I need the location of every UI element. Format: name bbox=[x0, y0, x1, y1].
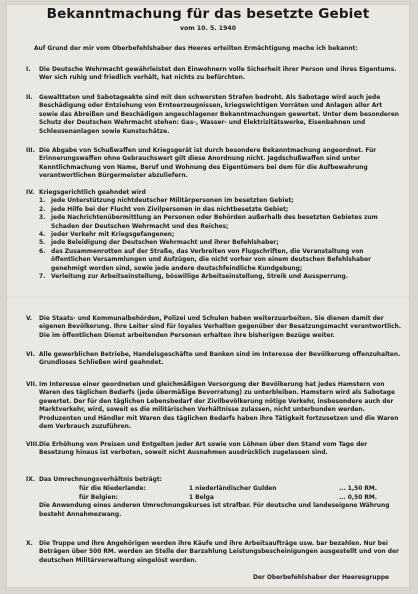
rate-currency: 1 niederländischer Gulden bbox=[189, 486, 277, 493]
section-5 bbox=[26, 315, 403, 340]
section-text: Die Deutsche Wehrmacht gewährleistet den Einwohnern volle Sicherheit ihrer Person und ihres Eigentums. Wer sich ruhig und friedlich verhält, hat nichts zu befürchten. bbox=[39, 67, 397, 82]
poster-title: Bekanntmachung für das besetzte Gebiet bbox=[46, 6, 370, 22]
section-number: IV. bbox=[26, 190, 35, 196]
section-9 bbox=[26, 476, 403, 519]
list-item-number: 5. bbox=[39, 240, 46, 247]
section-text: Im Interesse einer geordneten und gleichmäßigen Versorgung der Bevölkerung hat jedes Hamstern von Waren des täglichen Bedarfs (jede übermäßige Bevorratung) zu unterbleiben. Hamstern wird als Sabotage gewertet. Der für den täglichen Lebensbedarf der Zivilbevölkerung nötige Verkehr, insbesondere auch der Marktverkehr, wird, soweit es die militärischen Verhältnisse zulassen, nicht unterbunden werden. Produzenten und Händler mit Waren des täglichen Bedarfs haben ihre Tätigkeit fortzusetzen und die Waren dem Verbrauch zuzuführen. bbox=[39, 382, 399, 431]
section-8 bbox=[26, 441, 403, 458]
intro-paragraph: Auf Grund der mir vom Oberbefehlshaber des Heeres erteilten Ermächtigung mache ich bekannt: bbox=[34, 46, 358, 52]
section-number: VI. bbox=[26, 352, 35, 358]
section-text: Die Erhöhung von Preisen und Entgelten jeder Art sowie von Löhnen über den Stand vom Tage der Besetzung hinaus ist verboten, soweit nicht Ausnahmen ausdrücklich zugelassen sind. bbox=[39, 442, 368, 457]
offense-list bbox=[39, 197, 403, 281]
section-number: X. bbox=[26, 541, 33, 547]
list-item bbox=[39, 231, 403, 239]
section-10 bbox=[26, 540, 403, 565]
section-number: I. bbox=[26, 67, 31, 73]
poster-date: vom 10. 5. 1940 bbox=[179, 25, 237, 32]
list-item bbox=[39, 248, 403, 273]
list-item-text: jede Unterstützung nichtdeutscher Militärpersonen im besetzten Gebiet; bbox=[51, 198, 294, 205]
list-item-number: 6. bbox=[39, 248, 46, 255]
section-text: Alle gewerblichen Betriebe, Handelsgeschäfte und Banken sind im Interesse der Bevölkerung offenzuhalten. Grundloses Schließen wird geahndet. bbox=[39, 352, 401, 367]
section-number: VIII. bbox=[26, 442, 40, 448]
section-text: Die Staats- und Kommunalbehörden, Polizei und Schulen haben weiterzuarbeiten. Sie dienen damit der eigenen Bevölkerung. Ihre Leiter sind für loyales Verhalten gegenüber der Besatzungsmacht verantwortlich. Die im öffentlichen Dienst arbeitenden Personen erhalten ihre bisherigen Bezüge weiter. bbox=[39, 316, 402, 339]
list-item-text: das Zusammenrotten auf der Straße, das Verbreiten von Flugschriften, die Veranstaltung von öffentlichen Versammlungen und Aufzügen, die nicht vorher von einem deutschen Befehlshaber genehmigt worden sind, sowie jede andere deutschfeindliche Kundgebung; bbox=[51, 248, 372, 272]
section-number: III. bbox=[26, 148, 35, 154]
list-item-number: 1. bbox=[39, 198, 46, 205]
list-item-number: 7. bbox=[39, 274, 46, 281]
signature: Der Oberbefehlshaber der Heeresgruppe bbox=[253, 575, 390, 581]
list-item-text: jede Nachrichtenübermittlung an Personen oder Behörden außerhalb des besetzten Gebietes zum Schaden der Deutschen Wehrmacht und des Reiches; bbox=[51, 215, 378, 230]
section-number: VII. bbox=[26, 382, 38, 388]
list-item bbox=[39, 273, 403, 281]
table-row bbox=[39, 494, 403, 502]
section-text: Die Truppe und ihre Angehörigen werden ihre Käufe und ihre Arbeitsaufträge usw. bar bezahlen. Nur bei Beträgen über 500 RM. werden an Stelle der Barzahlung Leistungsbescheinigungen ausgestellt und von der deutschen Militärverwaltung eingelöst werden. bbox=[39, 541, 399, 564]
list-item-text: Verleitung zur Arbeitseinstellung, böswillige Arbeitseinstellung, Streik und Aussperrung. bbox=[51, 274, 348, 281]
list-item-number: 3. bbox=[39, 215, 46, 222]
section-2 bbox=[26, 94, 403, 136]
list-item-text: jede Hilfe bei der Flucht von Zivilpersonen in das nichtbesetzte Gebiet; bbox=[51, 206, 289, 213]
table-row bbox=[39, 485, 403, 493]
list-item bbox=[39, 214, 403, 231]
section-text: Kriegsgerichtlich geahndet wird bbox=[39, 190, 146, 196]
rate-country: für die Niederlande: bbox=[79, 486, 146, 493]
list-item-text: jede Beleidigung der Deutschen Wehrmacht und ihrer Befehlshaber; bbox=[51, 240, 279, 247]
section-1 bbox=[26, 66, 403, 83]
section-4 bbox=[26, 189, 403, 281]
section-7 bbox=[26, 381, 403, 431]
section-number: II. bbox=[26, 95, 33, 101]
rate-country: für Belgien: bbox=[79, 494, 118, 501]
rate-currency: 1 Belga bbox=[189, 494, 214, 501]
section-6 bbox=[26, 351, 403, 368]
section-number: V. bbox=[26, 316, 33, 322]
rate-value: ... 1,50 RM. bbox=[339, 486, 377, 493]
fold-line bbox=[6, 296, 410, 298]
list-item bbox=[39, 197, 403, 205]
exchange-rate-table bbox=[39, 485, 403, 502]
list-item bbox=[39, 206, 403, 214]
section-text: Das Umrechnungsverhältnis beträgt: bbox=[39, 477, 163, 483]
section-3 bbox=[26, 147, 403, 181]
list-item bbox=[39, 239, 403, 247]
list-item-number: 4. bbox=[39, 232, 46, 239]
list-item-text: jeder Verkehr mit Kriegsgefangenen; bbox=[51, 232, 175, 239]
section-text: Gewalttaten und Sabotageakte sind mit den schwersten Strafen bedroht. Als Sabotage wird auch jede Beschädigung oder Entziehung von Ernteerzeugnissen, kriegswichtigen Vorräten und Anlagen aller Art sowie das Abreißen und Beschädigen angeschlagener Bekanntmachungen gewertet. Unter dem besonderen Schutz der Deutschen Wehrmacht stehen: Gas-, Wasser- und Elektrizitätswerke, Eisenbahnen und Schleusenanlagen sowie Kunstschätze. bbox=[39, 95, 400, 135]
section-text: Die Abgabe von Schußwaffen und Kriegsgerät ist durch besondere Bekanntmachung angeordnet. Für Erinnerungswaffen ohne Gebrauchswert gilt diese Anordnung nicht. Jagdschußwaffen sind unter Kenntlichmachung von Name, Beruf und Wohnung des Eigentümers bei dem für die Aufbewahrung verantwortlichen Bürgermeister abzuliefern. bbox=[39, 148, 377, 180]
poster-sheet bbox=[6, 4, 410, 588]
list-item-number: 2. bbox=[39, 206, 46, 213]
section-number: IX. bbox=[26, 477, 35, 483]
rate-value: ... 0,50 RM. bbox=[339, 494, 377, 501]
section-text-after: Die Anwendung eines anderen Umrechnungskurses ist strafbar. Für deutsche und landeseigene Währung besteht Annahmezwang. bbox=[39, 503, 390, 518]
